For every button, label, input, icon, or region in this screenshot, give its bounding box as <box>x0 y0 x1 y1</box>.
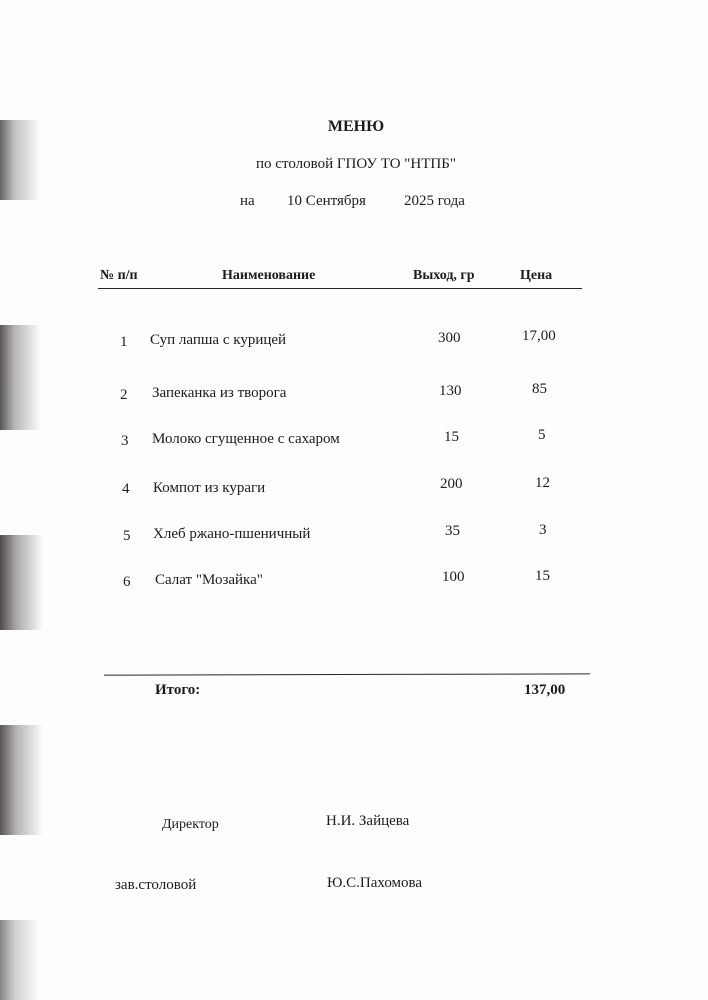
row-yield: 15 <box>444 429 459 445</box>
scan-shadow <box>0 920 48 1000</box>
row-name: Компот из кураги <box>153 480 266 496</box>
row-name: Суп лапша с курицей <box>150 332 287 348</box>
row-yield: 200 <box>440 476 463 492</box>
manager-name: Ю.С.Пахомова <box>327 875 423 891</box>
row-number: 1 <box>120 334 128 350</box>
scan-shadow <box>0 325 48 430</box>
header-number: № п/п <box>100 268 138 283</box>
row-yield: 100 <box>442 569 465 585</box>
row-number: 2 <box>120 387 128 403</box>
director-title: Директор <box>162 817 219 832</box>
row-number: 6 <box>123 574 131 590</box>
row-price: 5 <box>538 427 546 443</box>
date-year: 2025 года <box>404 193 465 209</box>
row-number: 3 <box>121 433 129 449</box>
row-name: Салат "Мозайка" <box>155 572 263 588</box>
scan-shadow <box>0 535 48 630</box>
row-yield: 300 <box>438 330 461 346</box>
row-price: 17,00 <box>522 328 556 344</box>
row-number: 5 <box>123 528 131 544</box>
header-price: Цена <box>520 268 553 283</box>
page-subtitle: по столовой ГПОУ ТО "НТПБ" <box>256 156 456 172</box>
row-yield: 130 <box>439 383 462 399</box>
total-rule <box>104 673 590 675</box>
total-value: 137,00 <box>524 682 566 698</box>
scan-shadow <box>0 725 48 835</box>
header-name: Наименование <box>222 268 316 283</box>
header-rule <box>98 288 582 289</box>
row-name: Хлеб ржано-пшеничный <box>153 526 311 542</box>
director-name: Н.И. Зайцева <box>326 813 410 829</box>
row-price: 15 <box>535 568 550 584</box>
page-title: МЕНЮ <box>327 118 385 135</box>
date-prefix: на <box>240 193 255 209</box>
row-name: Запеканка из творога <box>152 385 287 401</box>
row-price: 3 <box>539 522 547 538</box>
total-label: Итого: <box>155 682 201 698</box>
row-yield: 35 <box>445 523 460 539</box>
row-price: 85 <box>532 381 547 397</box>
date-day-month: 10 Сентября <box>287 193 366 209</box>
manager-title: зав.столовой <box>115 877 197 893</box>
header-yield: Выход, гр <box>413 268 475 283</box>
row-number: 4 <box>122 481 130 497</box>
row-name: Молоко сгущенное с сахаром <box>152 431 340 447</box>
row-price: 12 <box>535 475 550 491</box>
